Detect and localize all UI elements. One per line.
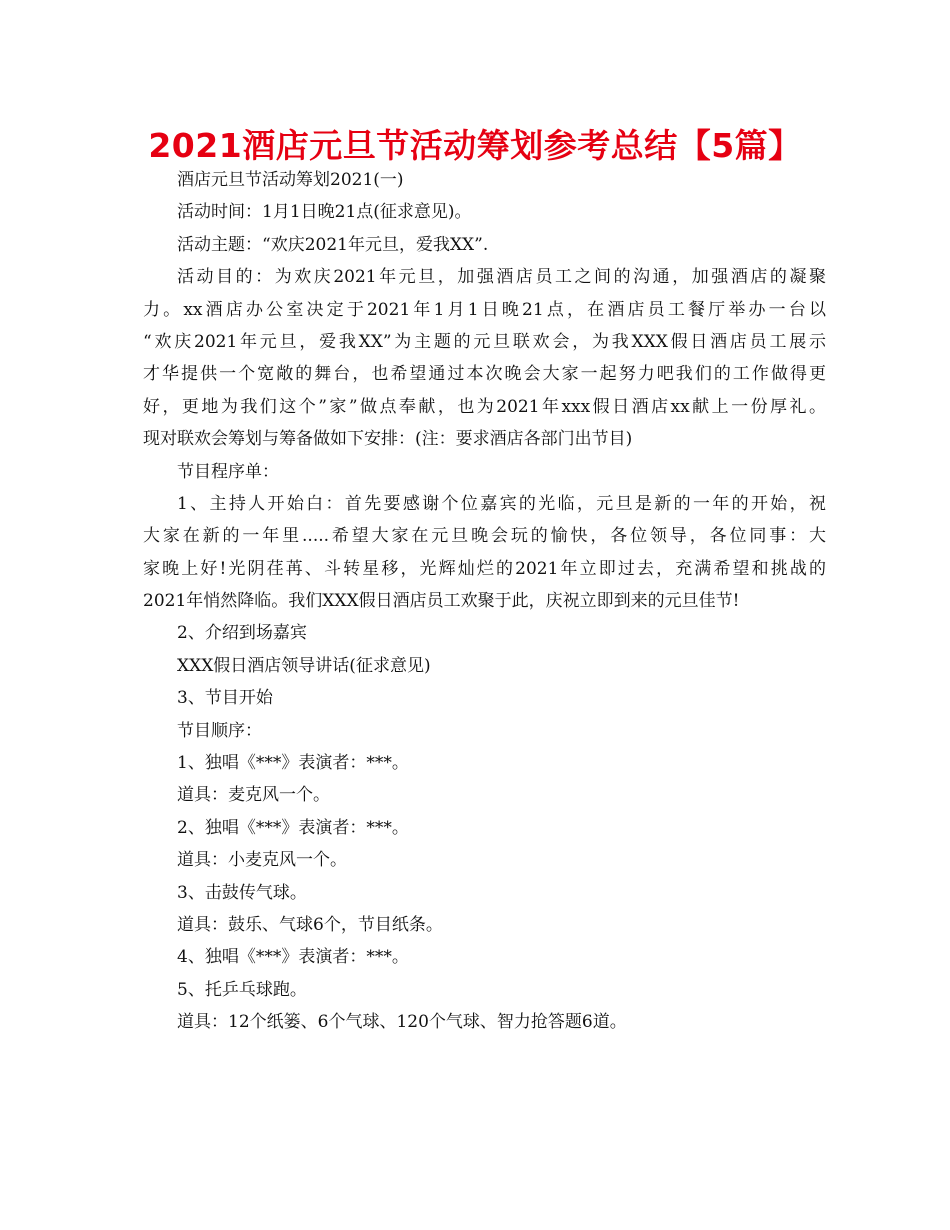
list-item: 5、托乒乓球跑。 <box>177 979 307 1000</box>
list-item: 3、击鼓传气球。 <box>177 882 307 903</box>
paragraph-line: XXX假日酒店领导讲话(征求意见) <box>177 655 431 676</box>
paragraph-line: 现对联欢会筹划与筹备做如下安排：(注：要求酒店各部门出节目) <box>143 429 633 450</box>
paragraph-line: 活动主题：“欢庆2021年元旦，爱我XX”. <box>177 234 489 255</box>
document-body <box>143 164 826 1039</box>
paragraph-line: 活动时间：1月1日晚21点(征求意见)。 <box>177 202 472 223</box>
list-item: 道具：鼓乐、气球6个，节目纸条。 <box>177 914 443 935</box>
document-title: 2021酒店元旦节活动筹划参考总结【5篇】 <box>148 126 802 165</box>
paragraph-line: 2、介绍到场嘉宾 <box>177 623 307 644</box>
paragraph-line: 1、主持人开始白：首先要感谢个位嘉宾的光临，元旦是新的一年的开始，祝 <box>177 493 826 514</box>
paragraph-line: “欢庆2021年元旦，爱我XX”为主题的元旦联欢会，为我XXX假日酒店员工展示 <box>143 331 826 352</box>
paragraph-line: 2021年悄然降临。我们XXX假日酒店员工欢聚于此，庆祝立即到来的元旦佳节! <box>143 591 740 612</box>
paragraph-line: 力。xx酒店办公室决定于2021年1月1日晚21点，在酒店员工餐厅举办一台以 <box>143 299 826 320</box>
list-item: 2、独唱《***》表演者：***。 <box>177 817 409 838</box>
list-item: 道具：麦克风一个。 <box>177 785 330 806</box>
paragraph-line: 家晚上好!光阴荏苒、斗转星移，光辉灿烂的2021年立即过去，充满希望和挑战的 <box>143 558 826 579</box>
paragraph-line: 大家在新的一年里.....希望大家在元旦晚会玩的愉快，各位领导，各位同事：大 <box>143 526 826 547</box>
paragraph-line: 才华提供一个宽敞的舞台，也希望通过本次晚会大家一起努力吧我们的工作做得更 <box>143 364 826 385</box>
list-item: 道具：小麦克风一个。 <box>177 850 347 871</box>
paragraph-line: 节目顺序： <box>177 720 262 741</box>
paragraph-line: 节目程序单： <box>177 461 279 482</box>
list-item: 1、独唱《***》表演者：***。 <box>177 753 409 774</box>
section-heading: 酒店元旦节活动筹划2021(一) <box>177 170 404 190</box>
paragraph-line: 3、节目开始 <box>177 688 273 709</box>
paragraph-line: 活动目的：为欢庆2021年元旦，加强酒店员工之间的沟通，加强酒店的凝聚 <box>177 267 826 288</box>
list-item: 4、独唱《***》表演者：***。 <box>177 947 409 968</box>
list-item: 道具：12个纸篓、6个气球、120个气球、智力抢答题6道。 <box>177 1012 627 1033</box>
paragraph-line: 好，更地为我们这个”家”做点奉献，也为2021年xxx假日酒店xx献上一份厚礼。 <box>143 396 826 417</box>
